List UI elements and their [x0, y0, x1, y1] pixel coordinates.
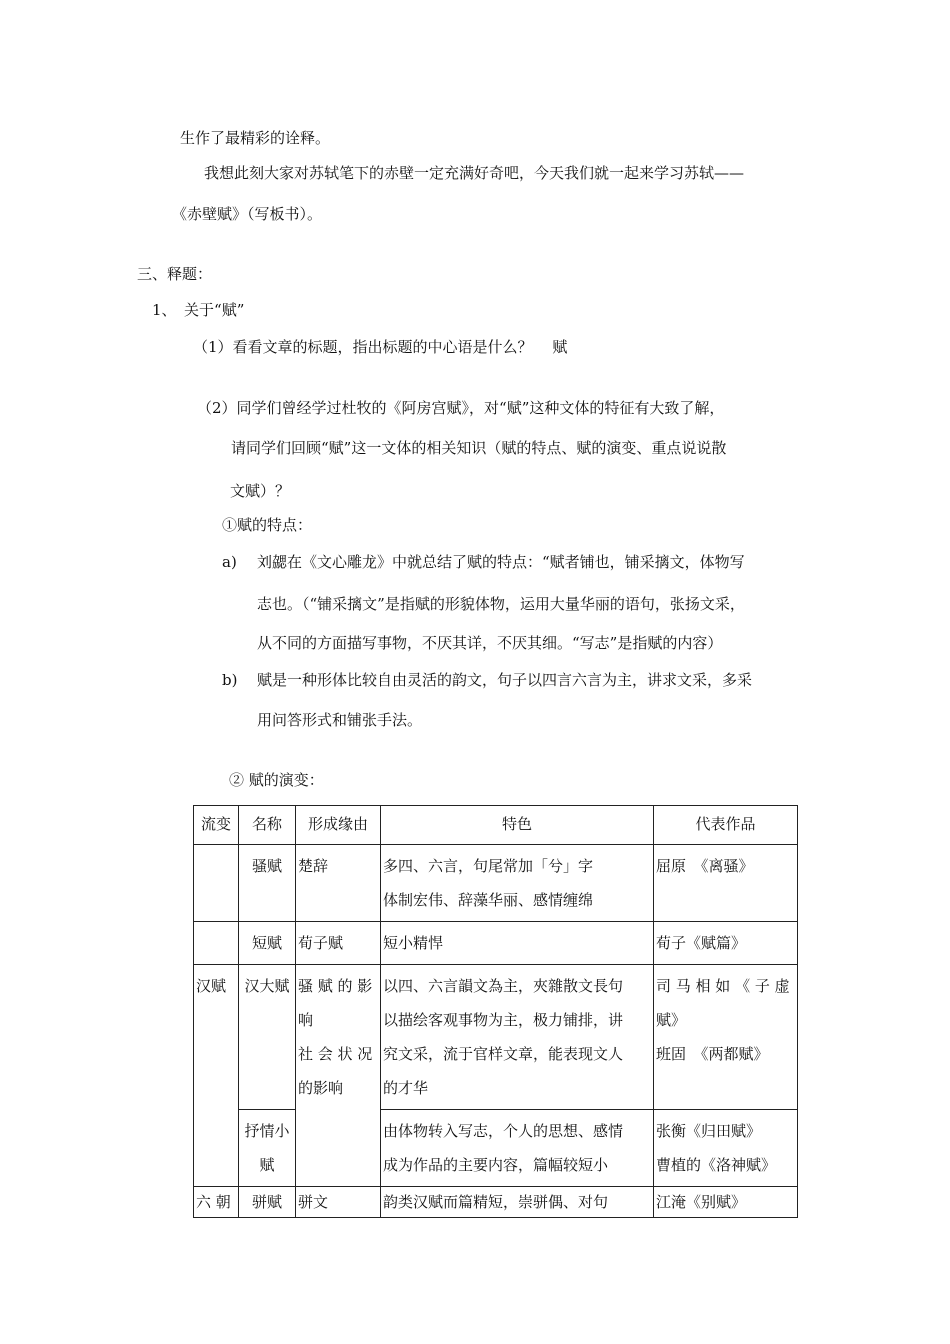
cell-line: 骚 赋 的 影 — [298, 977, 373, 995]
cell-line: 的影响 — [298, 1079, 344, 1097]
table-cell: 荀子《赋篇》 — [654, 922, 798, 965]
table-cell: 短赋 — [239, 922, 296, 965]
table-header-row — [194, 806, 798, 845]
section-heading: 三、释题： — [137, 265, 213, 283]
list-item-heading: 1、 关于“赋” — [152, 301, 245, 319]
cell-line: 社 会 状 况 — [298, 1045, 373, 1063]
table-cell: 六 朝 — [194, 1187, 239, 1218]
list-marker: b) — [222, 671, 238, 689]
question-line: 请同学们回顾“赋”这一文体的相关知识（赋的特点、赋的演变、重点说说散 — [231, 439, 727, 457]
paragraph-line: 从不同的方面描写事物，不厌其详，不厌其细。“写志”是指赋的内容） — [257, 634, 723, 652]
table-cell — [194, 922, 239, 965]
table-cell: 楚辞 — [296, 845, 381, 922]
table-header: 特色 — [381, 806, 654, 845]
table-cell: 汉赋 — [194, 965, 239, 1187]
question-line: （1）看看文章的标题，指出标题的中心语是什么？ 赋 — [193, 338, 568, 356]
table-cell: 荀子赋 — [296, 922, 381, 965]
subheading: ①赋的特点： — [222, 516, 313, 534]
paragraph-line: 生作了最精彩的诠释。 — [180, 129, 331, 147]
cell-line: 司 马 相 如 《 子 虚 — [656, 977, 790, 995]
cell-line: 赋 — [259, 1156, 275, 1174]
cell-line: 成为作品的主要内容，篇幅较短小 — [383, 1156, 609, 1174]
table-row — [194, 1110, 798, 1187]
table-header: 形成缘由 — [296, 806, 381, 845]
fu-evolution-table — [193, 805, 798, 1218]
table-cell: 韵类汉赋而篇精短，崇骈偶、对句 — [381, 1187, 654, 1218]
table-header: 代表作品 — [654, 806, 798, 845]
cell-line: 响 — [298, 1011, 314, 1029]
paragraph-line: 《赤壁赋》（写板书）。 — [172, 205, 323, 223]
table-cell — [296, 965, 381, 1187]
table-header: 流变 — [194, 806, 239, 845]
question-line: 文赋）？ — [230, 482, 291, 500]
paragraph-line: 赋是一种形体比较自由灵活的韵文，句子以四言六言为主，讲求文采，多采 — [257, 671, 753, 689]
table-cell: 江淹《别赋》 — [654, 1187, 798, 1218]
cell-line: 赋》 — [656, 1011, 687, 1029]
cell-line: 班固 《两都赋》 — [656, 1045, 769, 1063]
paragraph-line: 用问答形式和铺张手法。 — [257, 711, 423, 729]
table-row — [194, 1187, 798, 1218]
table-cell — [239, 1110, 296, 1187]
cell-line: 曹植的《洛神赋》 — [656, 1156, 777, 1174]
subheading: ② 赋的演变： — [229, 771, 324, 789]
cell-line: 以描绘客观事物为主，极力铺排，讲 — [383, 1011, 624, 1029]
table-cell — [194, 845, 239, 922]
paragraph-line: 我想此刻大家对苏轼笔下的赤壁一定充满好奇吧，今天我们就一起来学习苏轼—— — [204, 164, 745, 182]
cell-line: 以四、六言韻文為主，夾雜散文長句 — [383, 977, 624, 995]
table-cell: 骚赋 — [239, 845, 296, 922]
table-header: 名称 — [239, 806, 296, 845]
cell-line: 体制宏伟、辞藻华丽、感情缠绵 — [383, 891, 594, 909]
paragraph-line: 志也。（“铺采摛文”是指赋的形貌体物，运用大量华丽的语句，张扬文采， — [257, 595, 745, 613]
cell-line: 的才华 — [383, 1079, 429, 1097]
cell-line: 张衡《归田赋》 — [656, 1122, 762, 1140]
list-marker: a) — [222, 553, 237, 571]
table-cell: 骈赋 — [239, 1187, 296, 1218]
table-cell — [381, 845, 654, 922]
paragraph-line: 刘勰在《文心雕龙》中就总结了赋的特点：“赋者铺也，铺采摛文，体物写 — [257, 553, 745, 571]
question-line: （2）同学们曾经学过杜牧的《阿房宫赋》，对“赋”这种文体的特征有大致了解， — [197, 399, 725, 417]
table-cell: 屈原 《离骚》 — [654, 845, 798, 922]
table-cell: 骈文 — [296, 1187, 381, 1218]
table-cell — [654, 965, 798, 1110]
table-cell — [381, 1110, 654, 1187]
table-row — [194, 922, 798, 965]
table-cell — [381, 965, 654, 1110]
cell-line: 抒情小 — [244, 1122, 290, 1140]
table-cell: 短小精悍 — [381, 922, 654, 965]
table-row — [194, 845, 798, 922]
cell-line: 究文采，流于官样文章，能表现文人 — [383, 1045, 624, 1063]
table-cell: 汉大赋 — [239, 965, 296, 1110]
table-row — [194, 965, 798, 1110]
table-cell — [654, 1110, 798, 1187]
cell-line: 由体物转入写志，个人的思想、感情 — [383, 1122, 624, 1140]
cell-line: 多四、六言，句尾常加「兮」字 — [383, 857, 594, 875]
